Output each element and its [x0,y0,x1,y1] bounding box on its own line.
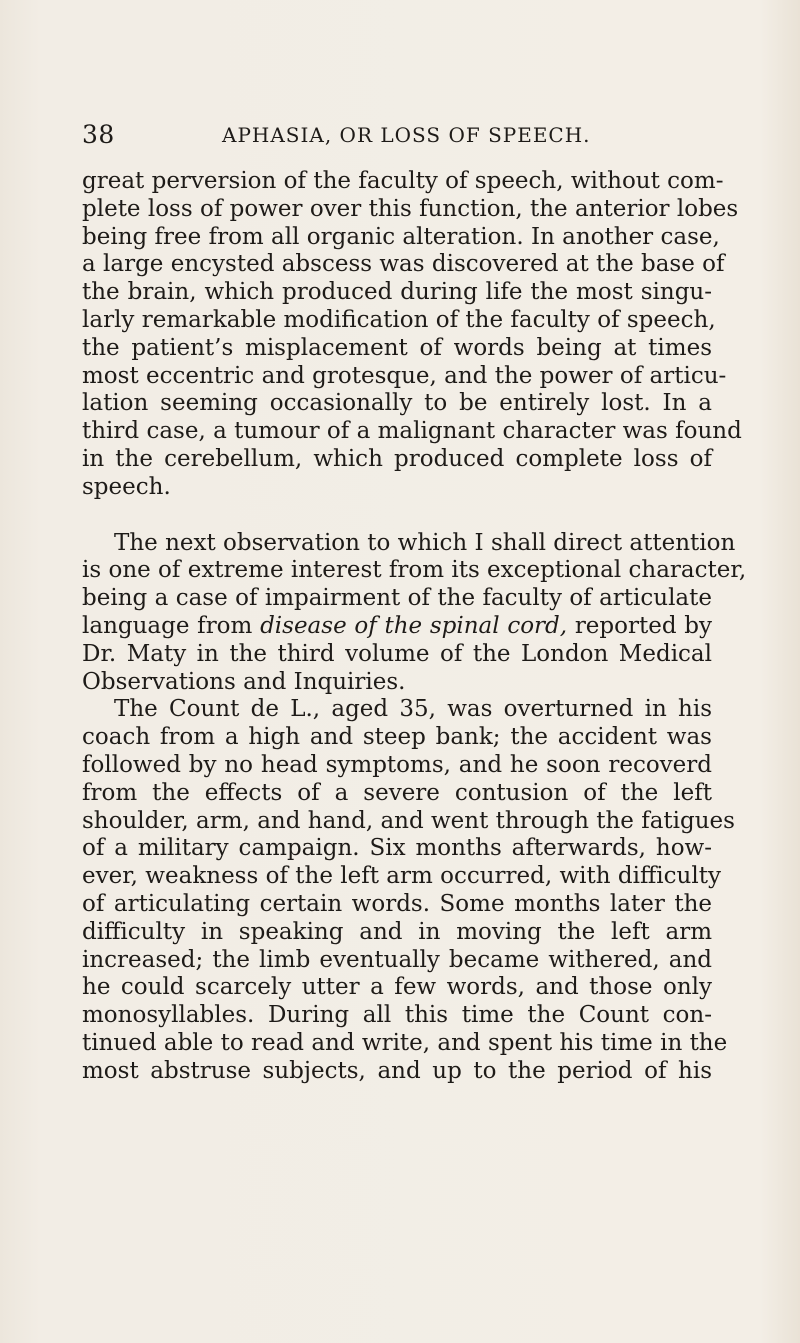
text-line: The next observation to which I shall direct attention [114,529,736,556]
text-line: monosyllables. During all this time the Count con- [82,1002,712,1029]
text-line: shoulder, arm, and hand, and went through the fatigues [82,807,735,834]
text-line: being free from all organic alteration. In another case, [82,223,720,250]
text-line: the patient’s misplacement of words being at times [82,334,712,361]
text-fragment: language from [82,612,253,639]
paragraph-spacer [82,502,712,530]
text-line-mixed [82,613,712,641]
text-line: larly remarkable modification of the faculty of speech, [82,306,716,333]
text-line: Dr. Maty in the third volume of the London Medical [82,640,712,667]
text-line: of articulating certain words. Some months later the [82,890,712,917]
text-line: being a case of impairment of the faculty of articulate [82,585,712,612]
text-line: tinued able to read and write, and spent his time in the [82,1029,728,1056]
text-line: third case, a tumour of a malignant character was found [82,418,742,445]
text-line: the brain, which produced during life the most singu- [82,279,712,306]
text-line: of a military campaign. Six months afterwards, how- [82,835,712,862]
text-line: a large encysted abscess was discovered at the base of [82,251,725,278]
text-line: most abstruse subjects, and up to the period of his [82,1057,712,1084]
text-line: plete loss of power over this function, the anterior lobes [82,195,739,222]
text-line: is one of extreme interest from its exceptional character, [82,557,747,584]
text-line: The Count de L., aged 35, was overturned in his [114,696,712,723]
body-text [82,168,747,1086]
running-head: APHASIA, OR LOSS OF SPEECH. [222,123,591,147]
page-number: 38 [82,120,115,149]
paragraph-2 [82,529,747,697]
paragraph-1 [82,168,742,502]
text-line: great perversion of the faculty of speech, without com- [82,168,724,194]
text-line: followed by no head symptoms, and he soon recoverd [82,751,712,778]
text-line: he could scarcely utter a few words, and those only [82,974,712,1001]
text-line: ever, weakness of the left arm occurred, with difficulty [82,863,721,890]
text-line: speech. [82,473,171,500]
text-line: increased; the limb eventually became withered, and [82,946,712,973]
italic-phrase: disease of the spinal cord, [260,612,568,639]
text-line: most eccentric and grotesque, and the power of articu- [82,362,727,389]
page-header [82,120,712,150]
text-fragment: reported by [574,612,712,639]
text-line: lation seeming occasionally to be entirely lost. In a [82,390,712,417]
text-line: coach from a high and steep bank; the accident was [82,724,712,751]
text-line: difficulty in speaking and in moving the left arm [82,918,712,945]
paragraph-3 [82,696,735,1085]
text-line: in the cerebellum, which produced complete loss of [82,445,712,472]
text-line: from the effects of a severe contusion of the left [82,779,712,806]
text-line: Observations and Inquiries. [82,668,406,695]
